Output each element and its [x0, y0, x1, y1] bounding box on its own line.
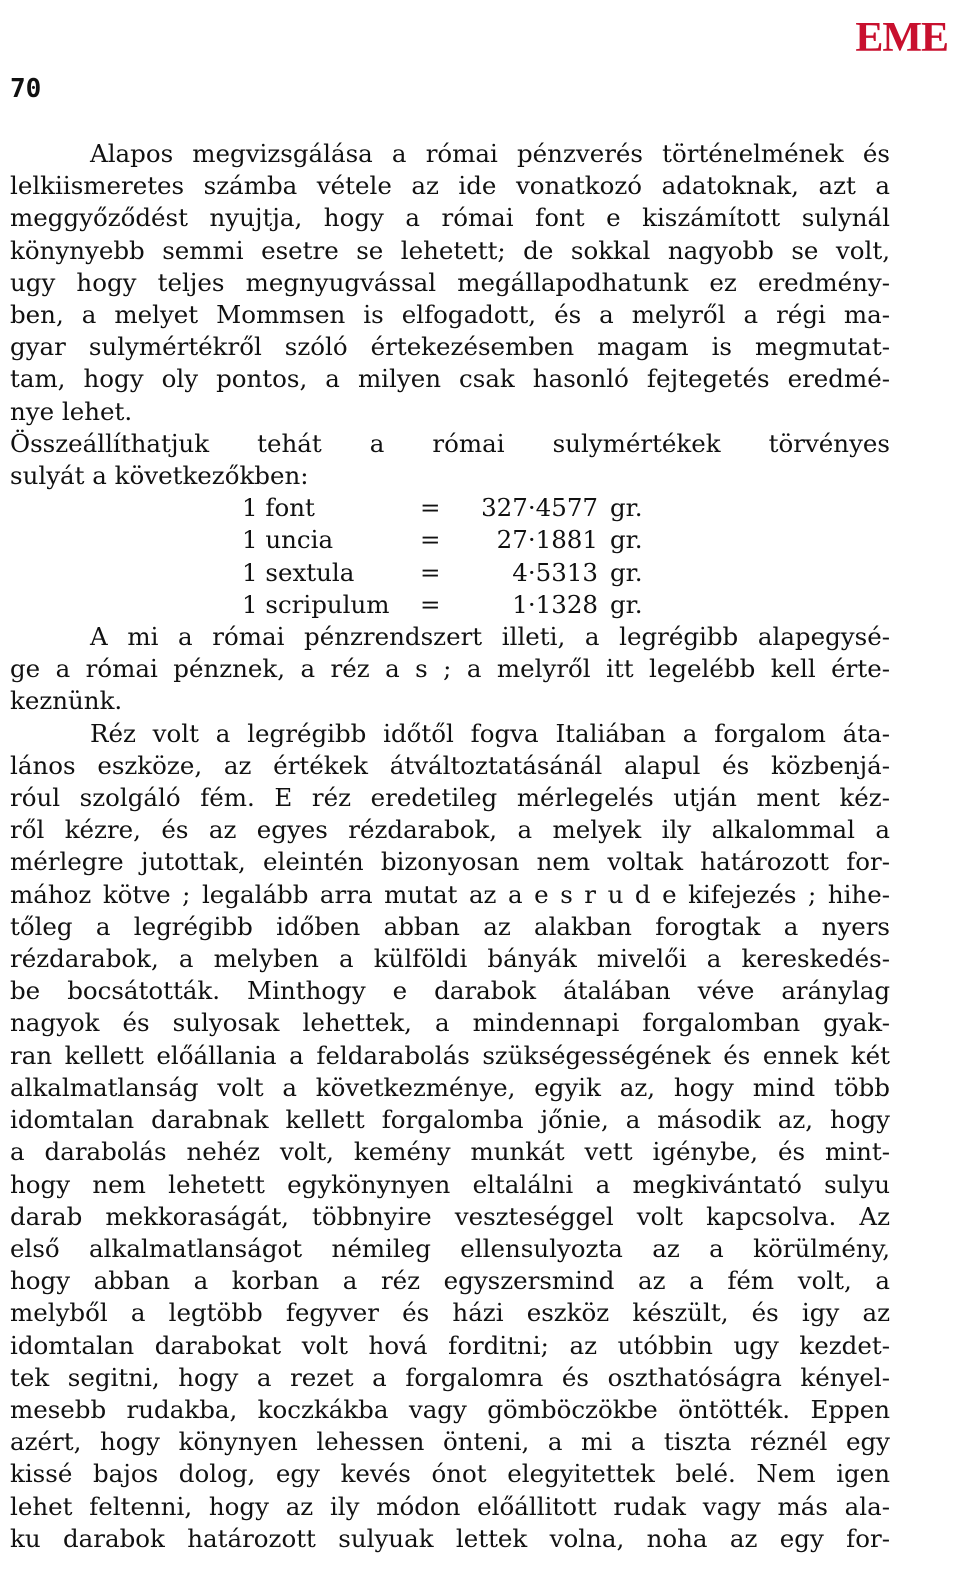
text-line: kissé bajos dolog, egy kevés ónot elegyitettek belé. Nem igen	[10, 1459, 890, 1489]
unit-name: 1 sextula	[242, 557, 355, 587]
text-line: darab mekkoraságát, többnyire veszteséggel volt kapcsolva. Az	[10, 1201, 890, 1231]
text-line: mesebb rudakba, koczkákba vagy gömböczökbe öntötték. Eppen	[10, 1394, 890, 1424]
paragraph-4	[10, 718, 890, 1555]
text-line: A mi a római pénzrendszert illeti, a legrégibb alapegysé-	[90, 622, 890, 652]
text-line: be bocsátották. Minthogy e darabok átalában véve aránylag	[10, 976, 890, 1006]
text-line: tőleg a legrégibb időben abban az alakban forogtak a nyers	[10, 911, 890, 941]
text-line: hogy nem lehetett egykönynyen eltalálni a megkivántató sulyu	[10, 1169, 890, 1199]
text-line: sulyát a következőkben:	[10, 461, 309, 491]
page-number: 70	[10, 74, 42, 104]
equals-sign: =	[420, 557, 441, 587]
text-line: róul szolgáló fém. E réz eredetileg mérlegelés utján ment kéz-	[10, 783, 890, 813]
weights-table	[10, 492, 890, 621]
text-line: lehet feltenni, hogy az ily módon előállitott rudak vagy más ala-	[10, 1491, 890, 1521]
table-row	[242, 557, 890, 589]
unit-name: 1 uncia	[242, 525, 334, 555]
text-line: első alkalmatlanságot némileg ellensulyozta az a körülmény,	[10, 1233, 890, 1263]
text-line: ugy hogy teljes megnyugvással megállapodhatunk ez eredmény-	[10, 267, 890, 297]
text-line: tek segitni, hogy a rezet a forgalomra és oszthatóságra kényel-	[10, 1362, 890, 1392]
text-line: ku darabok határozott sulyuak lettek volna, noha az egy for-	[10, 1523, 890, 1553]
text-line: azért, hogy könynyen lehessen önteni, a mi a tiszta réznél egy	[10, 1427, 890, 1457]
text-line: nagyok és sulyosak lehettek, a mindennapi forgalomban gyak-	[10, 1008, 890, 1038]
weight-value: 4·5313	[512, 557, 598, 587]
table-row	[242, 492, 890, 524]
weight-value: 1·1328	[512, 589, 598, 619]
weight-unit: gr.	[610, 493, 643, 523]
paragraph-1	[10, 138, 890, 428]
equals-sign: =	[420, 589, 441, 619]
text-line: ben, a melyet Mommsen is elfogadott, és a melyről a régi ma-	[10, 300, 890, 330]
unit-name: 1 font	[242, 493, 315, 523]
paragraph-2	[10, 428, 890, 492]
publisher-logo: EME	[855, 15, 948, 61]
text-line: lelkiismeretes számba vétele az ide vonatkozó adatoknak, azt a	[10, 171, 890, 201]
table-row	[242, 589, 890, 621]
text-line: mához kötve ; legalább arra mutat az a e s r u d e kifejezés ; hihe-	[10, 879, 890, 909]
text-line: Alapos megvizsgálása a római pénzverés történelmének és	[90, 139, 890, 168]
text-line: ről kézre, és az egyes rézdarabok, a melyek ily alkalommal a	[10, 815, 890, 845]
text-line: ge a római pénznek, a réz a s ; a melyről itt legelébb kell érte-	[10, 654, 890, 684]
weight-unit: gr.	[610, 525, 643, 555]
weight-value: 327·4577	[481, 493, 598, 523]
text-line: ran kellett előállania a feldarabolás szükségességének és ennek két	[10, 1040, 890, 1070]
text-line: könynyebb semmi esetre se lehetett; de sokkal nagyobb se volt,	[10, 235, 890, 265]
page-body	[10, 138, 890, 1555]
table-row	[242, 524, 890, 556]
text-line: alkalmatlanság volt a következménye, egyik az, hogy mind több	[10, 1072, 890, 1102]
weight-unit: gr.	[610, 557, 643, 587]
text-line: gyar sulymértékről szóló értekezésemben magam is megmutat-	[10, 332, 890, 362]
text-line: tam, hogy oly pontos, a milyen csak hasonló fejtegetés eredmé-	[10, 364, 890, 394]
text-line: lános eszköze, az értékek átváltoztatásánál alapul és közbenjá-	[10, 750, 890, 780]
unit-name: 1 scripulum	[242, 589, 390, 619]
text-line: idomtalan darabnak kellett forgalomba jőnie, a második az, hogy	[10, 1105, 890, 1135]
equals-sign: =	[420, 525, 441, 555]
text-line: nye lehet.	[10, 396, 133, 426]
weight-unit: gr.	[610, 589, 643, 619]
text-line: meggyőződést nyujtja, hogy a római font e kiszámított sulynál	[10, 203, 890, 233]
text-line: a darabolás nehéz volt, kemény munkát vett igénybe, és mint-	[10, 1137, 890, 1167]
text-line: rézdarabok, a melyben a külföldi bányák mivelői a kereskedés-	[10, 944, 890, 974]
text-line: Összeállíthatjuk tehát a római sulymértékek törvényes	[10, 428, 890, 458]
text-line: idomtalan darabokat volt hová forditni; az utóbbin ugy kezdet-	[10, 1330, 890, 1360]
text-line: Réz volt a legrégibb időtől fogva Italiában a forgalom áta-	[90, 718, 890, 748]
equals-sign: =	[420, 493, 441, 523]
text-line: hogy abban a korban a réz egyszersmind az a fém volt, a	[10, 1266, 890, 1296]
paragraph-3	[10, 621, 890, 718]
text-line: melyből a legtöbb fegyver és házi eszköz készült, és igy az	[10, 1298, 890, 1328]
weight-value: 27·1881	[496, 525, 598, 555]
text-line: mérlegre jutottak, eleintén bizonyosan nem voltak határozott for-	[10, 847, 890, 877]
text-line: keznünk.	[10, 686, 123, 716]
